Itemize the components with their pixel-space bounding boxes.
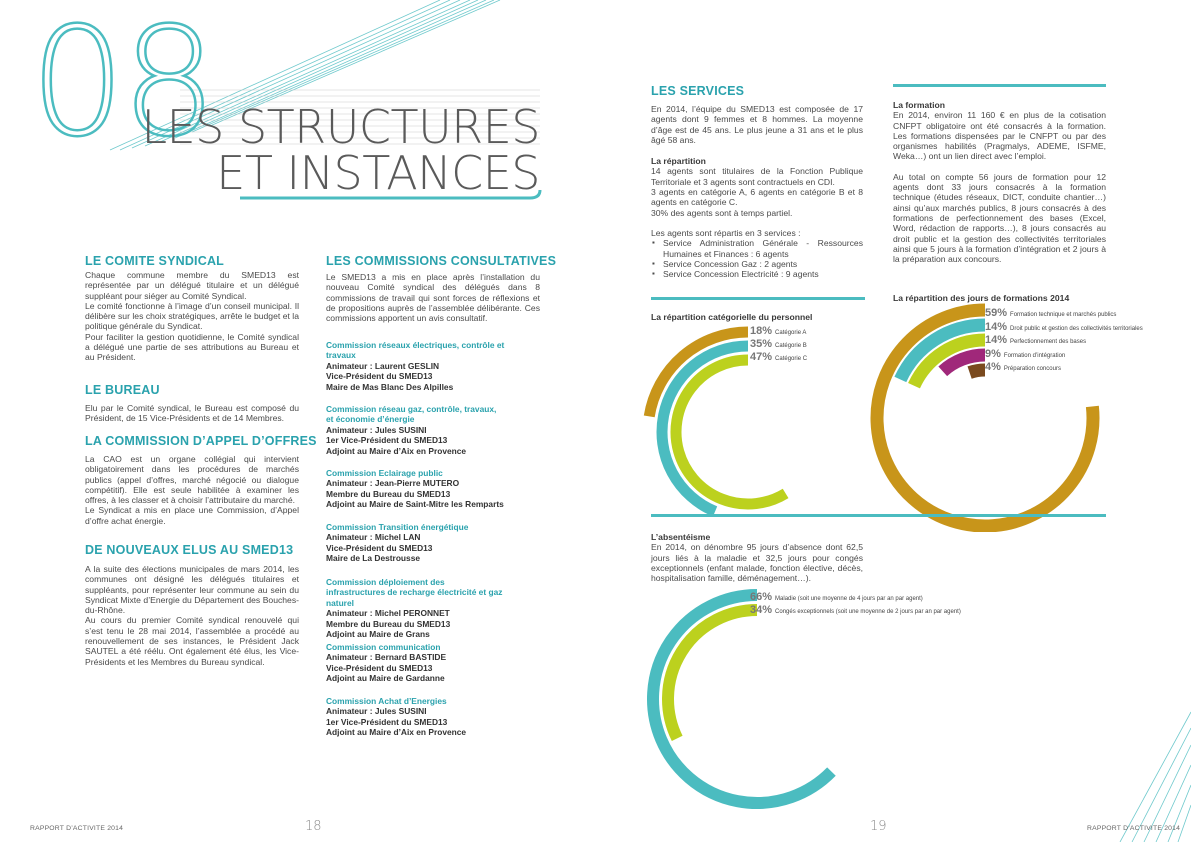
- elus-heading: DE NOUVEAUX ELUS AU SMED13: [85, 543, 294, 557]
- page-title-line2: ET INSTANCES: [216, 146, 540, 200]
- legend-label: Congés exceptionnels (soit une moyenne de 2 jours par an par agent): [775, 609, 961, 615]
- commissions-heading: LES COMMISSIONS CONSULTATIVES: [326, 254, 557, 268]
- comite-p2: Le comité fonctionne à l’image d’un conseil municipal. Il délibère sur les choix stratégiques, arrête le budget et la politique générale du Syndicat.: [85, 300, 299, 332]
- legend-value: 47%: [750, 351, 773, 363]
- legend-label: Droit public et gestion des collectivités territoriales: [1010, 325, 1143, 332]
- elus-text: [85, 564, 299, 667]
- legend-value: 14%: [985, 320, 1008, 333]
- section-rule: [651, 514, 1106, 517]
- legend-item: [750, 605, 961, 618]
- legend-value: 34%: [750, 604, 773, 616]
- bureau-text: [85, 403, 299, 424]
- page-title-line1: LES STRUCTURES: [141, 100, 540, 154]
- comite-p1: Chaque commune membre du SMED13 est représentée par un délégué titulaire et un délégué suppléant pour siéger au Comité Syndical.: [85, 270, 299, 301]
- radial-bar-5: [970, 370, 985, 373]
- commission-title: Commission Eclairage public: [326, 468, 443, 478]
- legend-label: Maladie (soit une moyenne de 4 jours par an par agent): [775, 596, 923, 602]
- elus-p2: Au cours du premier Comité syndical renouvelé qui s’est tenu le 28 mai 2014, l’assemblée a procédé au renouvellement de ses instances, le Président Jack SAUTEL a été réélu. Ont également été élus, les Vice-Présidents et les Membres du Bureau syndical.: [85, 615, 299, 667]
- footer-right-label: RAPPORT D’ACTIVITE 2014: [1087, 825, 1181, 832]
- legend-label: Formation technique et marchés publics: [1010, 312, 1117, 318]
- commission-mandate: Adjoint au Maire d’Aix en Provence: [326, 727, 467, 738]
- commission-mandate: Maire de La Destrousse: [326, 553, 421, 564]
- formation-p2: Au total on compte 56 jours de formation pour 12 agents dont 33 jours consacrés à la formation technique (études réseaux, DICT, conduite chantier…) ainsi qu’aux marchés publics, 8 jours consacrés à des formations de perfectionnement des bases (Excel, Word, rédaction de rapports…), 8 jours consacrés au droit public et la gestion des collectivités territoriales ainsi que 5 jours à la formation d’intégration et 2 jours à la préparation aux concours.: [893, 171, 1106, 265]
- legend-item: [985, 335, 1086, 348]
- commission-animateur: Animateur : Jules SUSINI: [326, 424, 427, 435]
- section-rule: [893, 84, 1106, 87]
- commission-title: Commission Achat d’Energies: [326, 696, 447, 706]
- commission-title: Commission déploiement des infrastructures de recharge électricité et gaz naturel: [326, 577, 503, 608]
- bureau-p1: Elu par le Comité syndical, le Bureau est composé du Président, de 15 Vice-Présidents et de 14 Membres.: [85, 403, 299, 424]
- legend-value: 59%: [985, 307, 1008, 319]
- legend-label: Perfectionnement des bases: [1010, 339, 1087, 345]
- legend-value: 18%: [750, 325, 773, 337]
- legend-label: Catégorie B: [775, 343, 807, 349]
- services-text: [651, 104, 863, 279]
- formation-heading: La formation: [893, 100, 946, 110]
- commission-role: 1er Vice-Président du SMED13: [326, 435, 448, 446]
- chart2-title: La répartition des jours de formations 2014: [893, 293, 1070, 303]
- services-list: [651, 238, 863, 279]
- legend-value: 4%: [985, 361, 1001, 373]
- formation-text: [893, 100, 1106, 264]
- radial-bar-1: [653, 595, 831, 803]
- commission-title: Commission réseau gaz, contrôle, travaux, et économie d’énergie: [326, 404, 497, 425]
- legend-label: Formation d’intégration: [1003, 352, 1066, 359]
- legend-item: [985, 308, 1116, 321]
- commission-animateur: Animateur : Jean-Pierre MUTERO: [326, 478, 460, 489]
- commission-role: Vice-Président du SMED13: [326, 662, 433, 673]
- services-p5: Les agents sont répartis en 3 services :: [651, 227, 801, 238]
- section-rule: [651, 297, 865, 300]
- legend-label: Catégorie A: [775, 330, 807, 336]
- commission-item: [326, 340, 506, 392]
- legend-item: [985, 362, 1061, 375]
- page-number-right: 19: [870, 819, 887, 834]
- commission-mandate: Adjoint au Maire de Saint-Mitre les Remparts: [326, 499, 504, 510]
- commission-animateur: Animateur : Bernard BASTIDE: [326, 652, 447, 663]
- legend-value: 35%: [750, 338, 773, 350]
- commission-role: 1er Vice-Président du SMED13: [326, 716, 448, 727]
- commission-animateur: Animateur : Michel PERONNET: [326, 608, 450, 619]
- commission-animateur: Animateur : Laurent GESLIN: [326, 360, 440, 371]
- commission-role: Vice-Président du SMED13: [326, 371, 433, 382]
- legend-item: [985, 322, 1143, 335]
- commission-item: [326, 577, 506, 639]
- comite-heading: LE COMITE SYNDICAL: [85, 254, 225, 268]
- list-item: ▪ Service Administration Générale - Ressources Humaines et Finances : 6 agents: [651, 238, 863, 259]
- footer-left-label: RAPPORT D’ACTIVITE 2014: [30, 825, 124, 832]
- page-number-left: 18: [305, 819, 322, 834]
- commission-title: Commission réseaux électriques, contrôle et travaux: [326, 340, 505, 361]
- bureau-heading: LE BUREAU: [85, 383, 160, 397]
- cao-text: [85, 454, 299, 526]
- services-p1: En 2014, l’équipe du SMED13 est composée de 17 agents dont 9 femmes et 8 hommes. La moyenne d’âge est de 45 ans. Le plus jeune a 31 ans et le plus âgé 58 ans.: [651, 104, 863, 145]
- commission-mandate: Adjoint au Maire d’Aix en Provence: [326, 445, 467, 456]
- legend-item: [750, 592, 923, 605]
- repartition-heading: La répartition: [651, 156, 706, 167]
- legend-value: 9%: [985, 347, 1001, 360]
- commission-item: [326, 696, 506, 738]
- comite-p3: Pour faciliter la gestion quotidienne, le Comité syndical a délégué une partie de ses attributions au Bureau et au Président.: [85, 331, 299, 363]
- commission-item: [326, 468, 506, 510]
- cao-p2: Le Syndicat a mis en place une Commission, d’Appel d’offre achat énergie.: [85, 505, 299, 526]
- commission-item: [326, 404, 506, 456]
- cao-heading: LA COMMISSION D’APPEL D’OFFRES: [85, 434, 317, 448]
- cao-p1: La CAO est un organe collégial qui intervient obligatoirement dans les procédures de marchés publics (appel d’offres, marché négocié ou dialogue compétitif). Elle est seule habilitée à examiner les offres, à les classer et à choisir l’attributaire du marché.: [85, 454, 299, 506]
- commission-title: Commission communication: [326, 642, 441, 652]
- legend-item: [985, 349, 1065, 362]
- services-heading: LES SERVICES: [651, 84, 745, 98]
- chart1-title: La répartition catégorielle du personnel: [651, 312, 813, 322]
- commission-role: Membre du Bureau du SMED13: [326, 488, 451, 499]
- commission-role: Vice-Président du SMED13: [326, 542, 433, 553]
- formation-p1: En 2014, environ 11 160 € en plus de la cotisation CNFPT obligatoire ont été consacrés à la formation. Les formations dispensées par le CNFPT ou par des organismes habilités (Pragmalys, ADEME, ISFME, Weka…) ont un lien direct avec l’emploi.: [893, 110, 1106, 162]
- services-p4: 30% des agents sont à temps partiel.: [651, 207, 793, 218]
- commission-animateur: Animateur : Jules SUSINI: [326, 706, 427, 717]
- absenteisme-text: [651, 532, 863, 583]
- commission-title: Commission Transition énergétique: [326, 522, 469, 532]
- services-p2: 14 agents sont titulaires de la Fonction Publique Territoriale et 3 agents sont contractuels en CDI.: [651, 166, 863, 187]
- chart3-svg: [645, 585, 875, 815]
- legend-value: 66%: [750, 591, 773, 603]
- commission-animateur: Animateur : Michel LAN: [326, 532, 421, 543]
- commission-role: Membre du Bureau du SMED13: [326, 618, 451, 629]
- commission-item: [326, 642, 506, 684]
- legend-label: Catégorie C: [775, 356, 808, 362]
- chapter-number: 08: [30, 0, 213, 170]
- legend-label: Préparation concours: [1003, 366, 1061, 372]
- commission-mandate: Adjoint au Maire de Grans: [326, 629, 430, 640]
- legend-item: [750, 352, 807, 365]
- radial-bar-3: [676, 360, 786, 504]
- list-item: ▪ Service Concession Electricité : 9 agents: [651, 269, 863, 279]
- absenteisme-p1: En 2014, on dénombre 95 jours d’absence dont 62,5 jours liés à la maladie et 32,5 jours pour congés exceptionnels (enfant malade, fonction élective, décès, hospitalisation famille, déménagement…).: [651, 542, 863, 584]
- legend-value: 14%: [985, 334, 1008, 346]
- elus-p1: A la suite des élections municipales de mars 2014, les communes ont désigné les délégués titulaires et suppléants, pour représenter leur commune au sein du Syndicat Mixte d’Energie du Département des Bouches-du-Rhône.: [85, 564, 299, 616]
- comite-text: [85, 270, 299, 363]
- commission-mandate: Adjoint au Maire de Gardanne: [326, 673, 445, 684]
- commission-item: [326, 522, 506, 564]
- services-p3: 3 agents en catégorie A, 6 agents en catégorie B et 8 agents en catégorie C.: [651, 187, 863, 208]
- absenteisme-heading: L’absentéisme: [651, 532, 711, 542]
- commission-mandate: Maire de Mas Blanc Des Alpilles: [326, 381, 454, 392]
- commissions-intro: Le SMED13 a mis en place après l’installation du nouveau Comité syndical des délégués dans 8 commissions de travail qui sont forces de réflexions et de propositions auprès de l’assemblée délibérante. Ces commissions apportent un avis consultatif.: [326, 272, 540, 324]
- list-item: ▪ Service Concession Gaz : 2 agents: [651, 259, 863, 269]
